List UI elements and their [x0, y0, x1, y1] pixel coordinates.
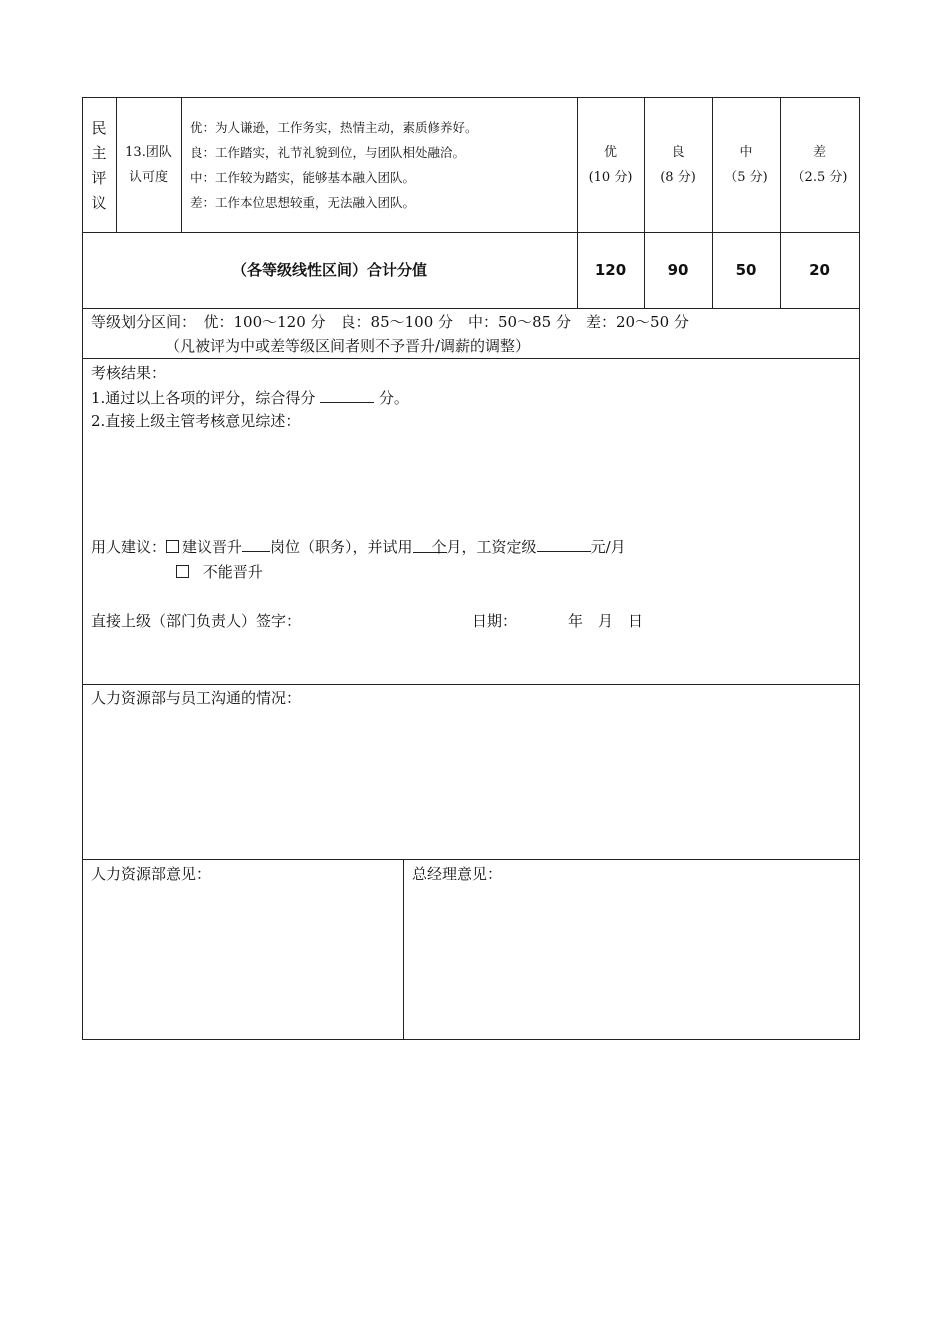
promote-checkbox[interactable]: [166, 540, 179, 553]
item-name: 13.团队 认可度: [125, 145, 172, 185]
grade-medium: 中 （5 分): [724, 145, 768, 185]
total-good: 90: [667, 261, 689, 279]
total-poor: 20: [809, 261, 830, 279]
category-label: 民 主 评 议: [91, 119, 107, 212]
date-parts: 年 月 日: [568, 612, 644, 630]
assessment-comment-label: 2.直接上级主管考核意见综述：: [91, 412, 301, 430]
assessment-score-line: 1.通过以上各项的评分，综合得分 分。: [91, 389, 409, 407]
total-label: （各等级线性区间）合计分值: [231, 261, 427, 279]
trial-months-blank[interactable]: 个: [413, 537, 447, 553]
criteria-list: 优：为人谦逊，工作务实，热情主动，素质修养好。 良：工作踏实，礼节礼貌到位，与团队相处融洽。 中：工作较为踏实，能够基本融入团队。 差：工作本位思想较重，无法融入团队。: [190, 120, 478, 210]
no-promote-line: 不能晋升: [176, 562, 263, 582]
hr-communication-field[interactable]: [83, 712, 859, 858]
score-blank[interactable]: [320, 387, 374, 403]
suggestion-line: 用人建议： 建议晋升 岗位（职务），并试用 个月，工资定级 元/月: [91, 538, 626, 556]
grade-poor: 差 （2.5 分): [791, 145, 848, 185]
grade-ranges: 等级划分区间： 优：100～120 分 良：85～100 分 中：50～85 分 差：20～50 分: [91, 313, 689, 331]
hr-opinion-field[interactable]: [83, 888, 402, 1038]
position-blank[interactable]: [242, 536, 270, 552]
supervisor-signature-label: 直接上级（部门负责人）签字：: [91, 612, 302, 630]
gm-opinion-field[interactable]: [404, 888, 859, 1038]
hr-communication-label: 人力资源部与员工沟通的情况：: [91, 689, 302, 707]
total-excellent: 120: [594, 261, 627, 279]
no-promote-checkbox[interactable]: [176, 565, 189, 578]
gm-opinion-label: 总经理意见：: [412, 865, 503, 883]
salary-blank[interactable]: [537, 536, 591, 552]
total-medium: 50: [735, 261, 757, 279]
date-label: 日期：: [472, 612, 518, 630]
grade-good: 良 (8 分): [660, 145, 696, 185]
assessment-heading: 考核结果：: [91, 364, 167, 382]
grade-ranges-note: （凡被评为中或差等级区间者则不予晋升/调薪的调整）: [165, 337, 531, 355]
hr-opinion-label: 人力资源部意见：: [91, 865, 212, 883]
grade-excellent: 优 (10 分): [588, 145, 633, 185]
